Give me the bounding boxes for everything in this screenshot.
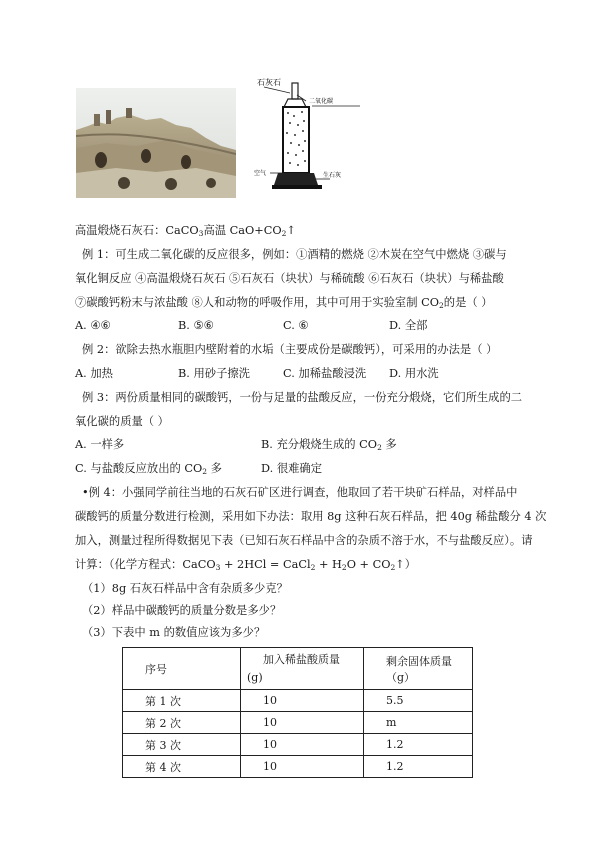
cell-index: 第 3 次 [123, 734, 241, 756]
kiln-label-air: 空气 [254, 170, 267, 177]
example3-option-b: B. 充分煅烧生成的 $CO_2$ 多 [261, 438, 397, 452]
example2-option-c: C. 加稀盐酸浸洗 [283, 367, 367, 380]
cell-index: 第 1 次 [123, 690, 241, 712]
example4-question-2: （2）样品中碳酸钙的质量分数是多少？ [82, 604, 282, 617]
results-table [122, 647, 473, 778]
table-row [123, 756, 473, 778]
example1-option-d: D. 全部 [389, 319, 428, 332]
example1-line3: ⑦碳酸钙粉末与浓盐酸 ⑧人和动物的呼吸作用，其中可用于实验室制 $CO_2$的是（ ） [75, 296, 493, 310]
example4-equation: 计算：（化学方程式：CaCO$_3$ + 2HCl = CaCl$_2$ + $H_2O$ + $CO_2↑$） [75, 558, 417, 572]
cell-residue: m [364, 712, 473, 734]
example1-line2: 氧化铜反应 ④高温煅烧石灰石 ⑤石灰石（块状）与稀硫酸 ⑥石灰石（块状）与稀盐酸 [75, 272, 504, 285]
example1-line1: 例 1：可生成二氧化碳的反应很多，例如：①酒精的燃烧 ②木炭在空气中燃烧 ③碳与 [82, 248, 507, 261]
example2-line1: 例 2：欲除去热水瓶胆内壁附着的水垢（主要成份是碳酸钙），可采用的办法是（ ） [82, 343, 498, 356]
example4-question-3: （3）下表中 m 的数值应该为多少？ [82, 626, 266, 639]
cell-acid: 10 [241, 756, 364, 778]
reaction-equation: 高温煅烧石灰石：CaCO$_3$高温 $CaO+CO_2↑$ [75, 224, 296, 238]
example3-line2: 氧化碳的质量（ ） [75, 415, 169, 428]
quarry-photo-image [76, 88, 236, 198]
example2-option-d: D. 用水洗 [389, 367, 439, 380]
kiln-label-limestone: 石灰石 [257, 78, 281, 87]
table-row [123, 734, 473, 756]
example1-option-a: A. ④⑥ [75, 319, 111, 332]
kiln-label-co2: 二氧化碳 [309, 98, 334, 105]
example1-option-b: B. ⑤⑥ [178, 319, 214, 332]
example4-line2: 碳酸钙的质量分数进行检测，采用如下办法：取用 8g 这种石灰石样品，把 40g 稀盐酸分 4 次 [75, 510, 547, 523]
example4-line1: •例 4：小强同学前往当地的石灰石矿区进行调查，他取回了若干块矿石样品，对样品中 [82, 486, 518, 499]
kiln-label-lime: 生石灰 [323, 172, 342, 179]
cell-index: 第 4 次 [123, 756, 241, 778]
example3-line1: 例 3：两份质量相同的碳酸钙，一份与足量的盐酸反应，一份充分煅烧，它们所生成的二 [82, 391, 523, 404]
limestone-quarry-photo [76, 88, 236, 198]
cell-acid: 10 [241, 734, 364, 756]
cell-acid: 10 [241, 712, 364, 734]
header-index: 序号 [123, 648, 241, 690]
cell-residue: 1.2 [364, 734, 473, 756]
cell-index: 第 2 次 [123, 712, 241, 734]
lime-kiln-diagram [250, 73, 380, 198]
table-header-row [123, 648, 473, 690]
header-residue-mass: 剩余固体质量（g） [364, 648, 473, 690]
example3-option-c: C. 与盐酸反应放出的 $CO_2$ 多 [75, 462, 222, 476]
example2-option-b: B. 用砂子擦洗 [178, 367, 250, 380]
cell-residue: 1.2 [364, 756, 473, 778]
header-acid-mass: 加入稀盐酸质量 (g) [241, 648, 364, 690]
table-row [123, 712, 473, 734]
header-acid-unit: (g) [247, 670, 263, 684]
example1-option-c: C. ⑥ [283, 319, 309, 332]
cell-acid: 10 [241, 690, 364, 712]
example4-question-1: （1）8g 石灰石样品中含有杂质多少克？ [82, 582, 288, 595]
example3-option-a: A. 一样多 [75, 438, 125, 451]
table-row [123, 690, 473, 712]
example3-option-d: D. 很难确定 [261, 462, 323, 475]
cell-residue: 5.5 [364, 690, 473, 712]
example2-option-a: A. 加热 [75, 367, 113, 380]
example4-line3: 加入，测量过程所得数据见下表（已知石灰石样品中含的杂质不溶于水，不与盐酸反应）。请 [75, 534, 533, 547]
